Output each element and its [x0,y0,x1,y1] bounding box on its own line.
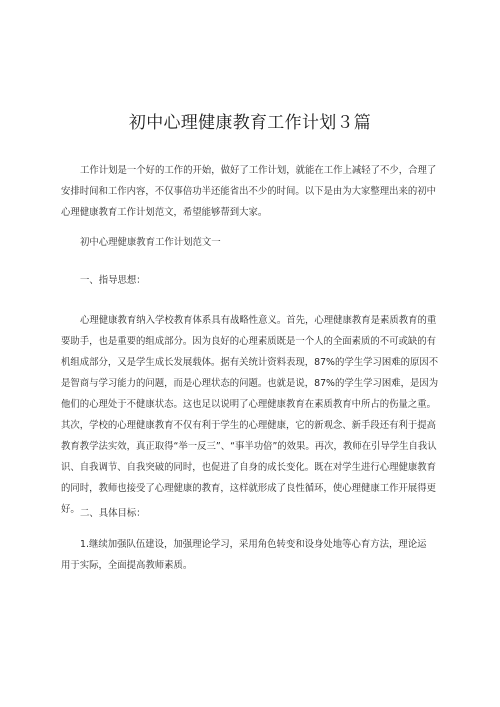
intro-text: 工作计划是一个好的工作的开始，做好了工作计划，就能在工作上减轻了不少，合理了安排时间和工作内容，不仅事倍功半还能省出不少的时间。以下是由为大家整理出来的初中心理健康教育工作计划范文，希望能够帮到大家。 [61,165,437,218]
goal-item-1 [61,534,445,576]
goal-item-1-line-2: 用于实际，全面提高教师素质。 [61,560,193,571]
section-title: 初中心理健康教育工作计划范文一 [80,237,221,248]
heading-guiding-ideology: 一、指导思想： [80,275,146,286]
heading-specific-goals: 二、具体目标： [80,508,146,519]
body-paragraph-1 [61,310,445,520]
goal-item-1-line-1: 1.继续加强队伍建设，加强理论学习，采用角色转变和设身处地等心育方法，理论运 [80,539,427,550]
intro-paragraph [61,160,445,223]
document-title: 初中心理健康教育工作计划３篇 [128,113,372,133]
body-text-1: 心理健康教育纳入学校教育体系具有战略性意义。首先，心理健康教育是素质教育的重要助手，也是重要的组成部分。因为良好的心理素质既是一个人的全面素质的不可或缺的有机组成部分，又是学生成长发展载体。据有关统计资料表现，87%的学生学习困难的原因不是智商与学习能力的问题，而是心理状态的问题。也就是说，87%的学生学习困难，是因为他们的心理处于不健康状态。这也足以说明了心理健康教育在素质教育中所占的伤量之重。其次，学校的心理健康教育不仅有利于学生的心理健康，它的新观念、新手段还有利于提高教育教学法实效，真正取得“举一反三”、“事半功倍”的效果。再次，教师在引导学生自我认识、自我调节、自我突破的同时，也促进了自身的成长变化。既在对学生进行心理健康教育的同时，教师也接受了心理健康的教育，这样就形成了良性循环，使心理健康工作开展得更好。 [61,315,439,515]
